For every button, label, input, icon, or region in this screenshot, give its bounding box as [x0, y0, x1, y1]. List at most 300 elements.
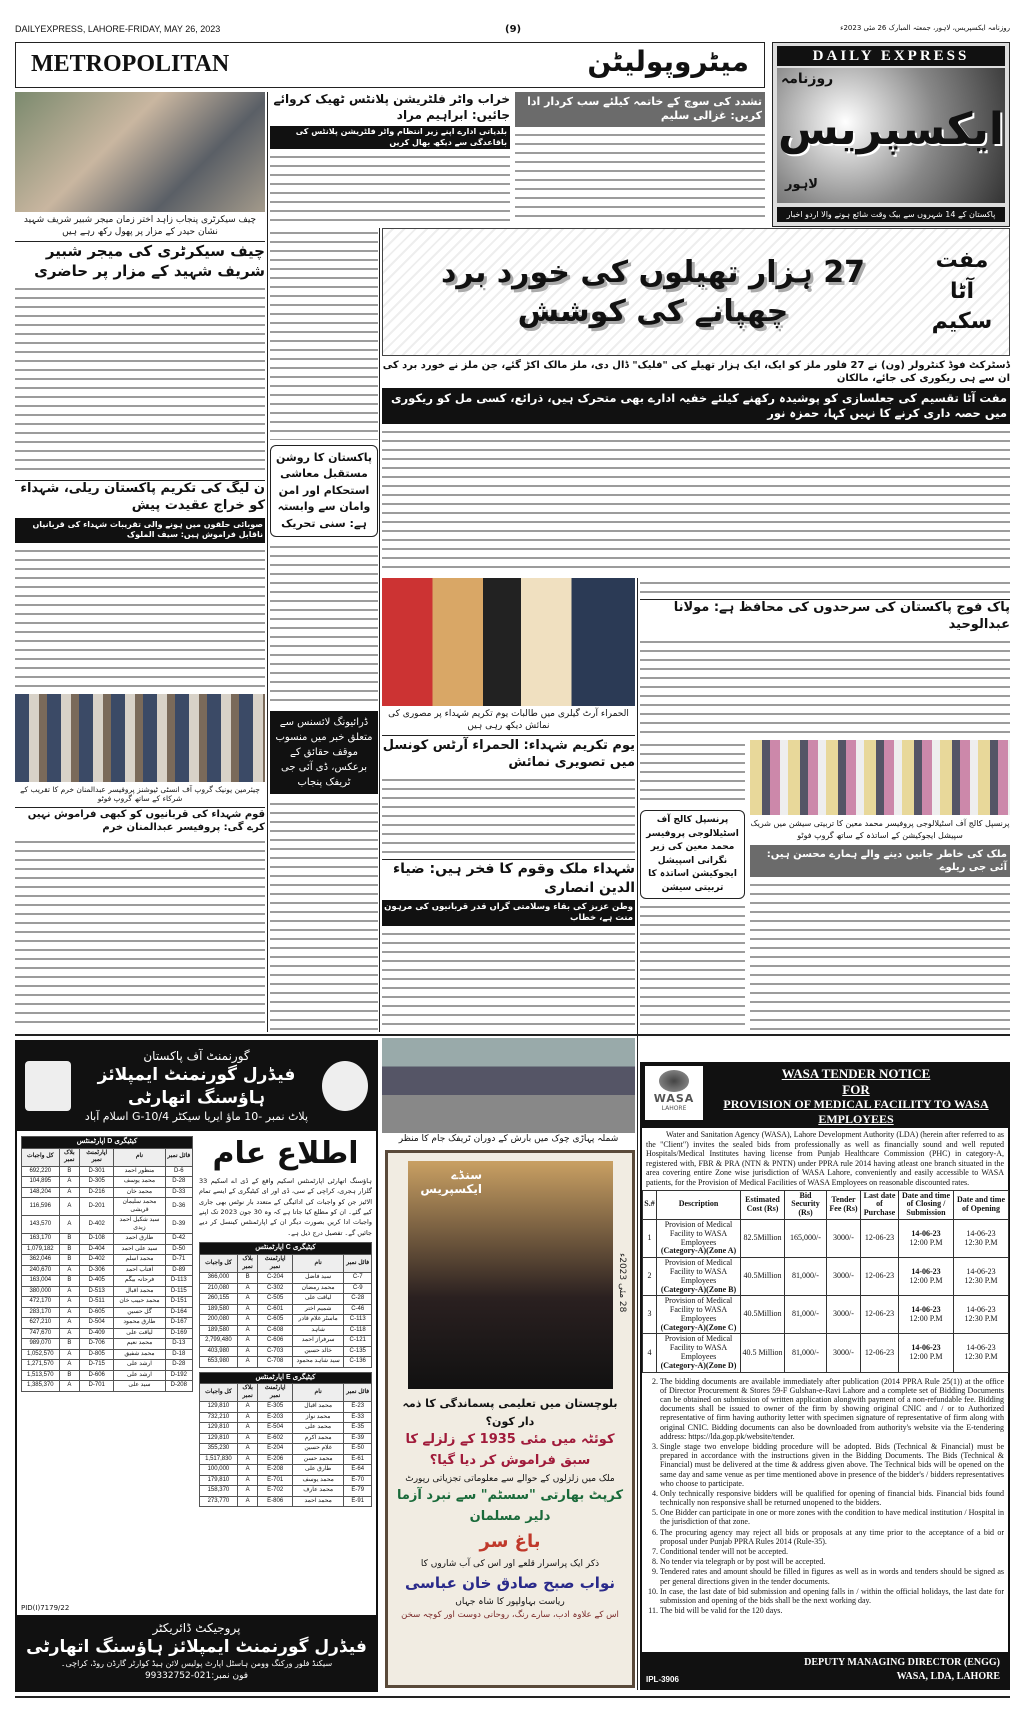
table-cell: فرحانہ بیگم	[114, 1276, 165, 1287]
folio-date-urdu: روزنامہ ایکسپریس، لاہور، جمعتہ المبارک 26 مئی 2023ء	[840, 24, 1010, 32]
article-body	[15, 837, 265, 1030]
column-header: بلاک نمبر	[59, 1148, 80, 1166]
wasa-subject: PROVISION OF MEDICAL FACILITY TO WASA EMPLOYEES	[723, 1097, 989, 1126]
table-cell: ماسٹر غلام قادر	[292, 1315, 344, 1326]
tender-fee: 3000/-	[827, 1258, 861, 1296]
table-cell: E-702	[258, 1486, 292, 1497]
column-header: فائل نمبر	[344, 1255, 372, 1273]
article-body	[640, 637, 1010, 737]
table-row	[643, 1219, 1009, 1257]
table-cell: D-13	[165, 1339, 192, 1350]
column-header: Tender Fee (Rs)	[827, 1190, 861, 1219]
table-cell: A	[237, 1486, 258, 1497]
closing	[899, 1258, 954, 1296]
term-item: 2. The bidding documents are available immediately after publication (2014 PPRA Rule 25(1)) at the office of Director Procurement & Stores 59-F Gulshan-e-Ravi Lahore and a complete set of Bidding Documents can be obtained on submission of written application alongwith payment of a non-refundable fee. Bidding documents shall be issued to owner of the firm by showing original CNIC and / or to Authorized representative of firm having authority letter with specimen signature of representative of firm along with original CNIC. Bidding documents can also be downloaded from authority's website via the E-tendering address: https://lda.gop.pk/website/tender.	[660, 1377, 1004, 1441]
table-cell: محمد حسن	[292, 1454, 344, 1465]
term-item: 8. No tender via telegraph or by post will be accepted.	[660, 1557, 1004, 1566]
headline: یوم تکریم شہداء: الحمراء آرٹس کونسل میں تصویری نمائش	[382, 735, 635, 772]
table-cell: ارشد علی	[114, 1370, 165, 1381]
table-cell: A	[237, 1294, 258, 1305]
term-item: 6. The procuring agency may reject all bids or proposals at any time prior to the acceptance of a bid or proposal under Punjab PPRA Rules 2014 (Rule-35).	[660, 1528, 1004, 1546]
table-cell: C-302	[258, 1283, 292, 1294]
headline: ملک کی خاطر جانیں دینے والے ہمارے محسن ہیں: آئی جی ریلوے	[750, 845, 1010, 877]
headline: قوم شہداء کی قربانیوں کو کبھی فراموش نہیں کرے گی: پروفیسر عبدالمنان خرم	[15, 807, 265, 834]
table-cell: A	[237, 1304, 258, 1315]
fgeha-body	[17, 1131, 376, 1507]
fgeha-gov: گورنمنٹ آف پاکستان	[143, 1049, 250, 1063]
term-item: 10. In case, the last date of bid submission and opening falls in / within the official holidays, the last date for submission and opening of the bids shall be the next working day.	[660, 1587, 1004, 1605]
table-cell: B	[59, 1244, 80, 1255]
railway-story	[750, 740, 1010, 1030]
column-header: اپارٹمنٹ نمبر	[258, 1384, 292, 1402]
table-category: اپارٹمنٹس C کیٹیگری	[200, 1243, 372, 1255]
table-row	[200, 1315, 372, 1326]
table-cell: 732,210	[200, 1412, 238, 1423]
table-row	[200, 1294, 372, 1305]
table-row	[22, 1339, 193, 1350]
wasa-intro: Water and Sanitation Agency (WASA), Lahore Development Authority (LDA) (herein after referred to as the "Client") invites the sealed bids from professionally as well as financially sound and well reputed Hospitals/Medical Institutes having license from Punjab Healthcare Commission (PHC) in category-A, registered with, FBR & PRA (NTN & PNTN) under PPRA rule 2014 having atleast one branch situated in the area covering entire Zone wise jurisdiction of WASA Lahore, conveniently and easily accessible to WASA patients, for the Provision of Medical Facilities of WASA Employees on reasonable discounted rates.	[646, 1129, 1004, 1187]
table-cell: E-64	[344, 1465, 372, 1476]
term-item: 5. One Bidder can participate in one or more zones with the condition to have medical institution / Hospital in the jurisdiction of that zone.	[660, 1508, 1004, 1526]
signatory-org: فیڈرل گورنمنٹ ایمپلائز ہاؤسنگ اتھارٹی	[26, 1637, 367, 1658]
table-cell: D-169	[165, 1328, 192, 1339]
opening-date: 14-06-23	[966, 1305, 996, 1315]
table-cell: E-23	[344, 1402, 372, 1413]
table-row	[22, 1216, 193, 1234]
table-cell: 129,810	[200, 1402, 238, 1413]
table-cell: محمد احمد	[292, 1496, 344, 1507]
table-cell: C-708	[258, 1357, 292, 1368]
table-cell: طارق محمود	[114, 1318, 165, 1329]
pakistan-emblem-icon	[25, 1061, 71, 1111]
table-cell: A	[237, 1283, 258, 1294]
table-cell: 1,513,570	[22, 1370, 60, 1381]
table-cell: A	[59, 1187, 80, 1198]
last-date: 12-06-23	[861, 1258, 899, 1296]
photo-caption: چیئرمین یونیک گروپ آف انسٹی ٹیوشنز پروفیسر عبدالمنان خرم کا تقریب کے شرکاء کے ساتھ گروپ فوٹو	[20, 784, 260, 804]
table-cell: D-409	[80, 1328, 114, 1339]
table-row	[200, 1273, 372, 1284]
table-cell: D-306	[80, 1265, 114, 1276]
table-cell: C-9	[344, 1283, 372, 1294]
table-cell: D-715	[80, 1360, 114, 1371]
column-header: S.#	[643, 1190, 657, 1219]
magazine-item: باغ سر	[479, 1530, 541, 1552]
table-cell: D-108	[80, 1234, 114, 1245]
table-cell: D-606	[80, 1370, 114, 1381]
table-cell: 472,170	[22, 1297, 60, 1308]
headline: پاک فوج پاکستان کی سرحدوں کی محافظ ہے: مولانا عبدالوحید	[640, 599, 1010, 634]
pid-number: PID(I)7179/22	[21, 1603, 70, 1612]
table-cell: 143,570	[22, 1216, 60, 1234]
photo-caption: الحمراء آرٹ گیلری میں طالبات یوم تکریم شہداء پر مصوری کی نمائش دیکھ رہی ہیں	[388, 709, 629, 731]
closing-time: 12:00 P.M	[909, 1352, 943, 1362]
table-row	[22, 1255, 193, 1266]
column-header: نام	[292, 1384, 344, 1402]
table-cell: D-50	[165, 1244, 192, 1255]
table-cell: 260,155	[200, 1294, 238, 1305]
subheadline: وطن عزیز کی بقاء وسلامتی گراں قدر قربانیوں کی مرہون منت ہے، خطاب	[382, 900, 635, 926]
description	[657, 1296, 741, 1334]
description	[657, 1258, 741, 1296]
table-row	[200, 1444, 372, 1455]
table-cell: C-113	[344, 1315, 372, 1326]
table-cell: D-115	[165, 1286, 192, 1297]
magazine-item: ذکر ایک پراسرار قلعے اور اس کی آب شاروں کا	[420, 1558, 600, 1569]
table-row	[22, 1265, 193, 1276]
table-cell: لیاقت علی	[292, 1294, 344, 1305]
table-cell: D-404	[80, 1244, 114, 1255]
table-cell: 100,000	[200, 1465, 238, 1476]
table-cell: D-805	[80, 1349, 114, 1360]
table-row	[200, 1336, 372, 1347]
table-row	[22, 1297, 193, 1308]
chief-secretary-photo	[15, 92, 265, 212]
closing	[899, 1219, 954, 1257]
table-cell: A	[237, 1496, 258, 1507]
table-cell: D-36	[165, 1198, 192, 1216]
table-cell: محمد یوسف	[114, 1177, 165, 1188]
magazine-contents	[393, 1395, 627, 1623]
table-cell: C-28	[344, 1294, 372, 1305]
table-cell: 148,204	[22, 1187, 60, 1198]
column-header: Description	[657, 1190, 741, 1219]
table-cell: محمد اکرم	[292, 1433, 344, 1444]
table-cell: محمد سلیمان قریشی	[114, 1198, 165, 1216]
closing-date: 14-06-23	[911, 1305, 941, 1315]
table-cell: D-305	[80, 1177, 114, 1188]
tender-fee: 3000/-	[827, 1334, 861, 1372]
table-row	[200, 1433, 372, 1444]
serial: 4	[643, 1334, 657, 1372]
table-cell: C-601	[258, 1304, 292, 1315]
table-cell: D-201	[80, 1198, 114, 1216]
signatory: پروجیکٹ ڈائریکٹر	[152, 1620, 241, 1635]
magazine-item: ملک میں زلزلوں کے حوالے سے معلوماتی تجزیاتی رپورٹ	[405, 1473, 615, 1484]
wasa-logo	[645, 1066, 703, 1120]
bid-security: 81,000/-	[785, 1334, 827, 1372]
column-header: Estimated Cost (Rs)	[741, 1190, 785, 1219]
masthead-tagline: پاکستان کے 14 شہروں سے بیک وقت شائع ہونے والا اردو اخبار	[777, 207, 1005, 222]
table-cell: A	[59, 1307, 80, 1318]
headline: چیف سیکرٹری کی میجر شبیر شریف شہید کے مزار پر حاضری	[15, 241, 265, 281]
description-text: Provision of Medical Facility to WASA Employees	[664, 1258, 733, 1285]
article-body	[15, 284, 265, 477]
table-cell: A	[237, 1315, 258, 1326]
magazine-date: 28 مئی 2023ء	[617, 1253, 627, 1313]
wasa-tender-ad	[640, 1062, 1010, 1690]
table-row	[22, 1318, 193, 1329]
water-story	[270, 92, 510, 224]
headline: ن لیگ کی تکریم پاکستان ریلی، شہداء کو خراج عقیدت پیش	[15, 480, 265, 515]
table-cell: D-192	[165, 1370, 192, 1381]
category-zone: (Category-A)(Zone B)	[660, 1284, 737, 1294]
table-cell: 380,000	[22, 1286, 60, 1297]
table-cell: D-89	[165, 1265, 192, 1276]
table-cell: آفتاب احمد	[114, 1265, 165, 1276]
table-cell: C-204	[258, 1273, 292, 1284]
group-photo	[15, 694, 265, 782]
estimated-cost: 40.5Million	[741, 1296, 785, 1334]
page-number: (9)	[505, 24, 522, 35]
right-column	[640, 578, 1010, 1030]
table-cell: سید شاہد محمود	[292, 1357, 344, 1368]
dues-table-e	[199, 1372, 372, 1508]
masthead-city: لاہور	[785, 177, 818, 192]
column-header: Last date of Purchase	[861, 1190, 899, 1219]
table-row	[200, 1412, 372, 1423]
wasa-title: WASA TENDER NOTICE	[781, 1066, 931, 1081]
table-cell: 627,210	[22, 1318, 60, 1329]
table-cell: E-206	[258, 1454, 292, 1465]
table-cell: 1,385,370	[22, 1381, 60, 1392]
description-text: Provision of Medical Facility to WASA Employees	[664, 1334, 733, 1362]
table-cell: E-33	[344, 1412, 372, 1423]
table-cell: B	[59, 1339, 80, 1350]
left-column	[15, 92, 265, 1030]
table-cell: E-208	[258, 1465, 292, 1476]
tender-table	[642, 1190, 1009, 1373]
closing-time: 12:00 P.M	[909, 1313, 943, 1323]
article-body	[640, 902, 745, 1030]
table-row	[643, 1258, 1009, 1296]
table-row	[22, 1166, 193, 1177]
table-cell: C-118	[344, 1325, 372, 1336]
term-item: 9. Tendered rates and amount should be filled in figures as well as in words and tenders should be signed as per general directions given in the tender documents.	[660, 1567, 1004, 1585]
table-cell: D-402	[80, 1255, 114, 1266]
table-cell: A	[237, 1454, 258, 1465]
headline-box: پاکستان کا روشن مستقبل معاشی استحکام اور امن وامان سے وابستہ ہے: سنی تحریک	[270, 445, 378, 538]
table-cell: شاہد	[292, 1325, 344, 1336]
wasa-logo-icon	[659, 1070, 689, 1092]
fgeha-logo-icon	[322, 1061, 368, 1111]
table-cell: D-701	[80, 1381, 114, 1392]
table-cell: D-39	[165, 1216, 192, 1234]
table-cell: A	[237, 1465, 258, 1476]
table-cell: 1,271,570	[22, 1360, 60, 1371]
masthead-daily: روزنامہ	[781, 71, 834, 87]
category-zone: (Category-A)(Zone A)	[660, 1246, 737, 1256]
table-cell: D-164	[165, 1307, 192, 1318]
column-header: فائل نمبر	[344, 1384, 372, 1402]
traffic-jam-photo	[382, 1038, 635, 1133]
table-cell: 129,810	[200, 1423, 238, 1434]
table-row	[22, 1244, 193, 1255]
wasa-logo-text: WASA	[653, 1092, 695, 1105]
table-cell: 989,070	[22, 1339, 60, 1350]
table-row	[200, 1423, 372, 1434]
table-row	[22, 1370, 193, 1381]
estimated-cost: 82.5Million	[741, 1219, 785, 1257]
column-header: کل واجبات	[22, 1148, 60, 1166]
section-title-ur: میٹروپولیٹن	[587, 45, 749, 78]
description-text: Provision of Medical Facility to WASA Employees	[664, 1296, 733, 1323]
table-cell: A	[59, 1286, 80, 1297]
article-body	[382, 775, 635, 856]
column-header: Bid Security (Rs)	[785, 1190, 827, 1219]
table-row	[200, 1402, 372, 1413]
headline: خراب واٹر فلٹریشن پلانٹس ٹھیک کروائے جائیں: ابراہیم مراد	[273, 92, 510, 122]
table-cell: E-806	[258, 1496, 292, 1507]
table-cell: محمد اسلم	[114, 1255, 165, 1266]
closing	[899, 1334, 954, 1372]
table-cell: سید علی	[114, 1381, 165, 1392]
column-divider	[379, 228, 380, 1032]
table-row	[200, 1486, 372, 1497]
table-cell: 240,670	[22, 1265, 60, 1276]
opening	[954, 1219, 1009, 1257]
table-cell: محمد یوسف	[292, 1475, 344, 1486]
table-category: اپارٹمنٹس E کیٹیگری	[200, 1372, 372, 1384]
table-cell: D-42	[165, 1234, 192, 1245]
table-cell: D-405	[80, 1276, 114, 1287]
table-cell: 1,052,570	[22, 1349, 60, 1360]
table-cell: غلام حسین	[292, 1444, 344, 1455]
closing	[899, 1296, 954, 1334]
table-cell: محمد خان	[114, 1187, 165, 1198]
teachers-group-photo	[750, 740, 1010, 815]
table-cell: A	[237, 1346, 258, 1357]
masthead	[772, 42, 1010, 227]
table-cell: A	[59, 1318, 80, 1329]
table-cell: 163,004	[22, 1276, 60, 1287]
article-body	[382, 427, 1010, 572]
bid-security: 81,000/-	[785, 1258, 827, 1296]
bid-security: 165,000/-	[785, 1219, 827, 1257]
table-cell: A	[59, 1349, 80, 1360]
table-row	[200, 1325, 372, 1336]
tender-fee: 3000/-	[827, 1296, 861, 1334]
photo-caption: پرنسپل کالج آف اسٹیلالوجی پروفیسر محمد معین کا تربیتی سیشن میں شریک سپیشل ایجوکیشن کے اساتذہ کے ساتھ گروپ فوٹو	[750, 818, 1010, 840]
table-cell: 283,170	[22, 1307, 60, 1318]
article-body	[640, 740, 745, 808]
table-cell: C-46	[344, 1304, 372, 1315]
serial: 1	[643, 1219, 657, 1257]
serial: 2	[643, 1258, 657, 1296]
table-cell: D-28	[165, 1360, 192, 1371]
table-cell: E-305	[258, 1402, 292, 1413]
table-cell: 179,810	[200, 1475, 238, 1486]
table-row	[22, 1177, 193, 1188]
description-text: Provision of Medical Facility to WASA Employees	[664, 1219, 733, 1247]
photo-caption: چیف سیکرٹری پنجاب زاہد اختر زمان میجر شبیر شریف شہید نشان حیدر کے مزار پر پھول رکھ رہے ہیں	[23, 215, 257, 237]
tender-terms	[642, 1373, 1008, 1617]
table-cell: D-511	[80, 1297, 114, 1308]
table-row	[22, 1187, 193, 1198]
opening-date: 14-06-23	[966, 1228, 996, 1238]
closing-date: 14-06-23	[911, 1266, 941, 1276]
column-header: نام	[114, 1148, 165, 1166]
principal-story	[640, 740, 745, 1030]
phone-number: فون نمبر:021-99332752	[144, 1670, 249, 1681]
table-cell: E-35	[344, 1423, 372, 1434]
column-header: نام	[292, 1255, 344, 1273]
category-zone: (Category-A)(Zone D)	[660, 1360, 737, 1370]
table-cell: 747,670	[22, 1328, 60, 1339]
magazine-item: کوئٹہ میں مئی 1935 کے زلزلے کا سبق فراموش کر دیا گیا؟	[405, 1432, 615, 1468]
masthead-name-en: DAILY EXPRESS	[777, 46, 1005, 66]
table-cell: E-602	[258, 1433, 292, 1444]
opening-date: 14-06-23	[966, 1343, 996, 1353]
signatory-org: WASA, LDA, LAHORE	[896, 1671, 1000, 1682]
table-cell: D-402	[80, 1216, 114, 1234]
article-body	[15, 546, 265, 691]
closing-time: 12:00 P.M	[909, 1237, 943, 1247]
table-cell: D-71	[165, 1255, 192, 1266]
table-cell: D-33	[165, 1187, 192, 1198]
table-cell: سید فاضل	[292, 1273, 344, 1284]
table-cell: E-79	[344, 1486, 372, 1497]
opening-time: 12:30 P.M	[964, 1352, 998, 1362]
main-headline: 27 ہزار تھیلوں کی خورد برد چھپانے کی کوشش	[441, 255, 865, 329]
table-cell: محمد نعیم	[114, 1339, 165, 1350]
table-cell: B	[237, 1273, 258, 1284]
table-row	[643, 1296, 1009, 1334]
table-cell: A	[59, 1328, 80, 1339]
magazine-brand: سنڈے ایکسپریس	[420, 1168, 482, 1196]
column-header: Date and time of Closing / Submission	[899, 1190, 954, 1219]
main-subheadline: مفت آٹا تقسیم کی جعلسازی کو پوشیدہ رکھنے کیلئے خفیہ ادارے بھی متحرک ہیں، ذرائع، کسی مل کو ریکوری میں حصہ داری کرنے کا نہیں کہا، حمزہ نور	[382, 388, 1010, 424]
table-cell: D-513	[80, 1286, 114, 1297]
table-cell: C-7	[344, 1273, 372, 1284]
table-cell: سرفراز احمد	[292, 1336, 344, 1347]
dues-table-d	[21, 1136, 193, 1392]
table-cell: گل حسین	[114, 1307, 165, 1318]
table-cell: C-703	[258, 1346, 292, 1357]
category-zone: (Category-A)(Zone C)	[660, 1322, 737, 1332]
table-cell: E-70	[344, 1475, 372, 1486]
table-cell: C-136	[344, 1357, 372, 1368]
masthead-name-ur: ایکسپریس	[777, 104, 1004, 155]
table-cell: A	[59, 1177, 80, 1188]
last-date: 12-06-23	[861, 1334, 899, 1372]
table-cell: D-208	[165, 1381, 192, 1392]
table-cell: محمد اقبال	[114, 1286, 165, 1297]
description	[657, 1219, 741, 1257]
ghazali-story	[515, 92, 765, 224]
opening-date: 14-06-23	[966, 1266, 996, 1276]
article-body	[270, 542, 378, 706]
bid-security: 81,000/-	[785, 1296, 827, 1334]
closing-time: 12:00 P.M	[909, 1275, 943, 1285]
table-cell: محمد شفیق	[114, 1349, 165, 1360]
magazine-item: اس کے علاوہ ادب، سارے رنگ، روحانی دوست اور کوچہ سخن	[401, 1610, 619, 1621]
table-cell: A	[59, 1297, 80, 1308]
table-cell: A	[237, 1423, 258, 1434]
article-body	[515, 130, 765, 224]
table-cell: B	[59, 1234, 80, 1245]
table-cell: E-91	[344, 1496, 372, 1507]
table-cell: A	[237, 1402, 258, 1413]
table-row	[22, 1234, 193, 1245]
table-row	[22, 1198, 193, 1216]
article-body	[270, 228, 378, 440]
table-cell: B	[59, 1370, 80, 1381]
serial: 3	[643, 1296, 657, 1334]
table-cell: A	[237, 1357, 258, 1368]
article-body	[750, 880, 1010, 1030]
table-cell: 1,079,182	[22, 1244, 60, 1255]
fgeha-title: فیڈرل گورنمنٹ ایمپلائز ہاؤسنگ اتھارٹی	[97, 1065, 296, 1109]
opening-time: 12:30 P.M	[964, 1313, 998, 1323]
column-divider	[267, 92, 268, 1032]
table-cell: A	[59, 1265, 80, 1276]
table-cell: شمیم اختر	[292, 1304, 344, 1315]
column-header: بلاک نمبر	[237, 1255, 258, 1273]
closing-date: 14-06-23	[911, 1228, 941, 1238]
table-cell: منظور احمد	[114, 1166, 165, 1177]
table-cell: C-606	[258, 1336, 292, 1347]
